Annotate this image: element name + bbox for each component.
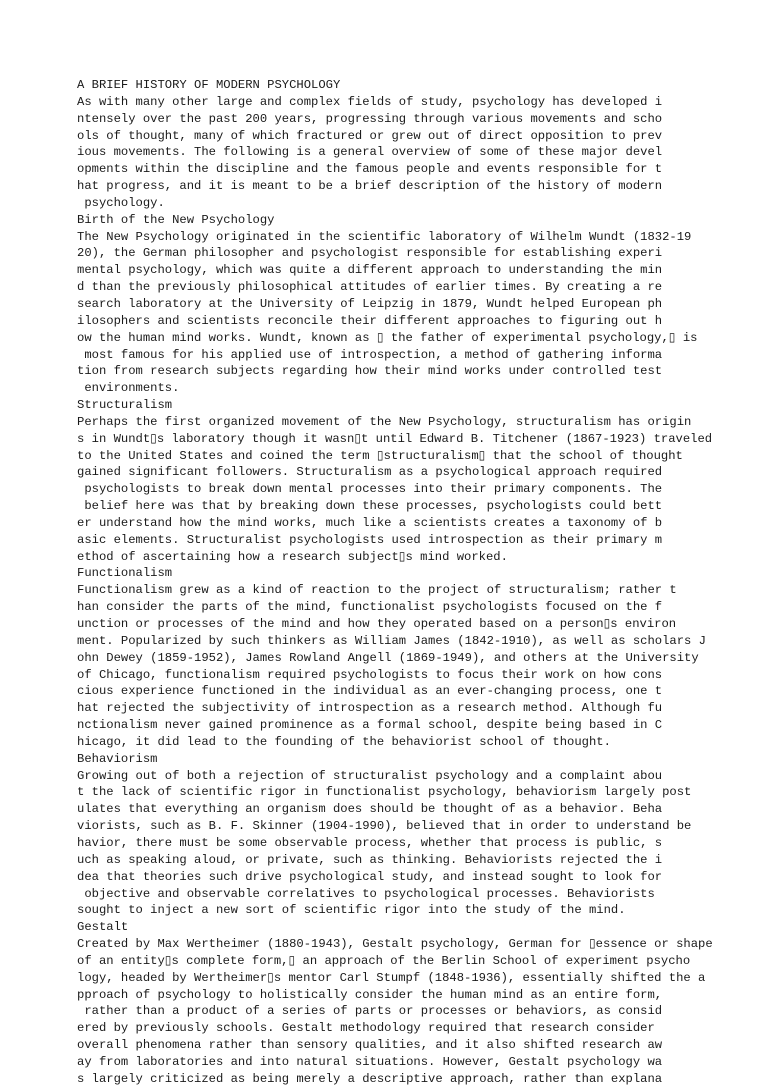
text-line: s largely criticized as being merely a descriptive approach, rather than explana	[77, 1071, 663, 1086]
text-line: Behaviorism	[77, 751, 158, 766]
text-line: opments within the discipline and the famous people and events responsible for t	[77, 162, 663, 177]
text-line: s in Wundt▯s laboratory though it wasn▯t until Edward B. Titchener (1867-1923) traveled	[77, 431, 713, 446]
text-line: t the lack of scientific rigor in functionalist psychology, behaviorism largely post	[77, 785, 692, 800]
text-line: d than the previously philosophical attitudes of earlier times. By creating a re	[77, 280, 663, 295]
text-line: ilosophers and scientists reconcile their different approaches to figuring out h	[77, 313, 663, 328]
text-line: ohn Dewey (1859-1952), James Rowland Angell (1869-1949), and others at the University	[77, 650, 699, 665]
text-line: Growing out of both a rejection of structuralist psychology and a complaint abou	[77, 768, 663, 783]
text-line: ethod of ascertaining how a research subject▯s mind worked.	[77, 549, 508, 564]
text-line: logy, headed by Wertheimer▯s mentor Carl Stumpf (1848-1936), essentially shifted the a	[77, 970, 706, 985]
text-line: to the United States and coined the term ▯structuralism▯ that the school of thought	[77, 448, 683, 463]
text-line: most famous for his applied use of introspection, a method of gathering informa	[77, 347, 663, 362]
text-line: As with many other large and complex fields of study, psychology has developed i	[77, 94, 663, 109]
text-line: unction or processes of the mind and how they operated based on a person▯s environ	[77, 617, 677, 631]
text-line: search laboratory at the University of Leipzig in 1879, Wundt helped European ph	[77, 296, 663, 311]
text-line: ow the human mind works. Wundt, known as ▯ the father of experimental psychology,▯ is	[77, 330, 698, 345]
text-line: Birth of the New Psychology	[77, 212, 275, 227]
text-line: of Chicago, functionalism required psychologists to focus their work on how cons	[77, 667, 663, 682]
text-line: uch as speaking aloud, or private, such as thinking. Behaviorists rejected the i	[77, 852, 663, 867]
text-line: han consider the parts of the mind, functionalist psychologists focused on the f	[77, 600, 663, 615]
text-line: viorists, such as B. F. Skinner (1904-1990), believed that in order to understand be	[77, 819, 692, 834]
text-line: ntensely over the past 200 years, progressing through various movements and scho	[77, 111, 663, 126]
text-line: psychologists to break down mental processes into their primary components. The	[77, 482, 663, 497]
text-line: ment. Popularized by such thinkers as William James (1842-1910), as well as scholars J	[77, 633, 706, 648]
text-line: psychology.	[77, 195, 165, 210]
text-line: overall phenomena rather than sensory qualities, and it also shifted research aw	[77, 1038, 663, 1053]
text-line: environments.	[77, 381, 180, 396]
text-line: sought to inject a new sort of scientific rigor into the study of the mind.	[77, 903, 626, 918]
document-text	[77, 77, 757, 1088]
text-line: of an entity▯s complete form,▯ an approach of the Berlin School of experiment psycho	[77, 953, 691, 968]
text-line: Structuralism	[77, 398, 173, 413]
text-line: ay from laboratories and into natural situations. However, Gestalt psychology wa	[77, 1054, 663, 1069]
text-line: pproach of psychology to holistically consider the human mind as an entire form,	[77, 987, 663, 1002]
text-line: Perhaps the first organized movement of the New Psychology, structuralism has origin	[77, 414, 692, 429]
text-line: The New Psychology originated in the scientific laboratory of Wilhelm Wundt (1832-19	[77, 229, 692, 244]
text-line: tion from research subjects regarding how their mind works under controlled test	[77, 364, 663, 379]
text-line: hicago, it did lead to the founding of the behaviorist school of thought.	[77, 734, 611, 749]
text-line: objective and observable correlatives to psychological processes. Behaviorists	[77, 886, 655, 901]
text-line: Functionalism	[77, 566, 173, 581]
text-line: asic elements. Structuralist psychologists used introspection as their primary m	[77, 532, 663, 547]
text-line: ols of thought, many of which fractured or grew out of direct opposition to prev	[77, 128, 663, 143]
text-line: Gestalt	[77, 920, 129, 935]
text-line: cious experience functioned in the individual as an ever-changing process, one t	[77, 684, 663, 699]
text-line: havior, there must be some observable process, whether that process is public, s	[77, 835, 663, 850]
text-line: nctionalism never gained prominence as a formal school, despite being based in C	[77, 718, 663, 733]
text-line: 20), the German philosopher and psychologist responsible for establishing experi	[77, 246, 663, 261]
text-line: rather than a product of a series of parts or processes or behaviors, as consid	[77, 1004, 663, 1019]
text-line: ious movements. The following is a general overview of some of these major devel	[77, 145, 663, 160]
text-line: Functionalism grew as a kind of reaction to the project of structuralism; rather t	[77, 583, 677, 598]
text-line: Created by Max Wertheimer (1880-1943), Gestalt psychology, German for ▯essence or shape	[77, 937, 713, 952]
text-line: gained significant followers. Structuralism as a psychological approach required	[77, 465, 663, 480]
text-line: er understand how the mind works, much like a scientists creates a taxonomy of b	[77, 515, 663, 530]
text-line: hat progress, and it is meant to be a brief description of the history of modern	[77, 179, 663, 194]
text-line: dea that theories such drive psychological study, and instead sought to look for	[77, 869, 663, 884]
text-line: ered by previously schools. Gestalt methodology required that research consider	[77, 1021, 655, 1036]
text-line: hat rejected the subjectivity of introspection as a research method. Although fu	[77, 701, 663, 716]
text-line: ulates that everything an organism does should be thought of as a behavior. Beha	[77, 802, 663, 817]
text-line: mental psychology, which was quite a different approach to understanding the min	[77, 263, 663, 278]
text-line: belief here was that by breaking down these processes, psychologists could bett	[77, 499, 663, 514]
document-title: A BRIEF HISTORY OF MODERN PSYCHOLOGY	[77, 78, 341, 92]
